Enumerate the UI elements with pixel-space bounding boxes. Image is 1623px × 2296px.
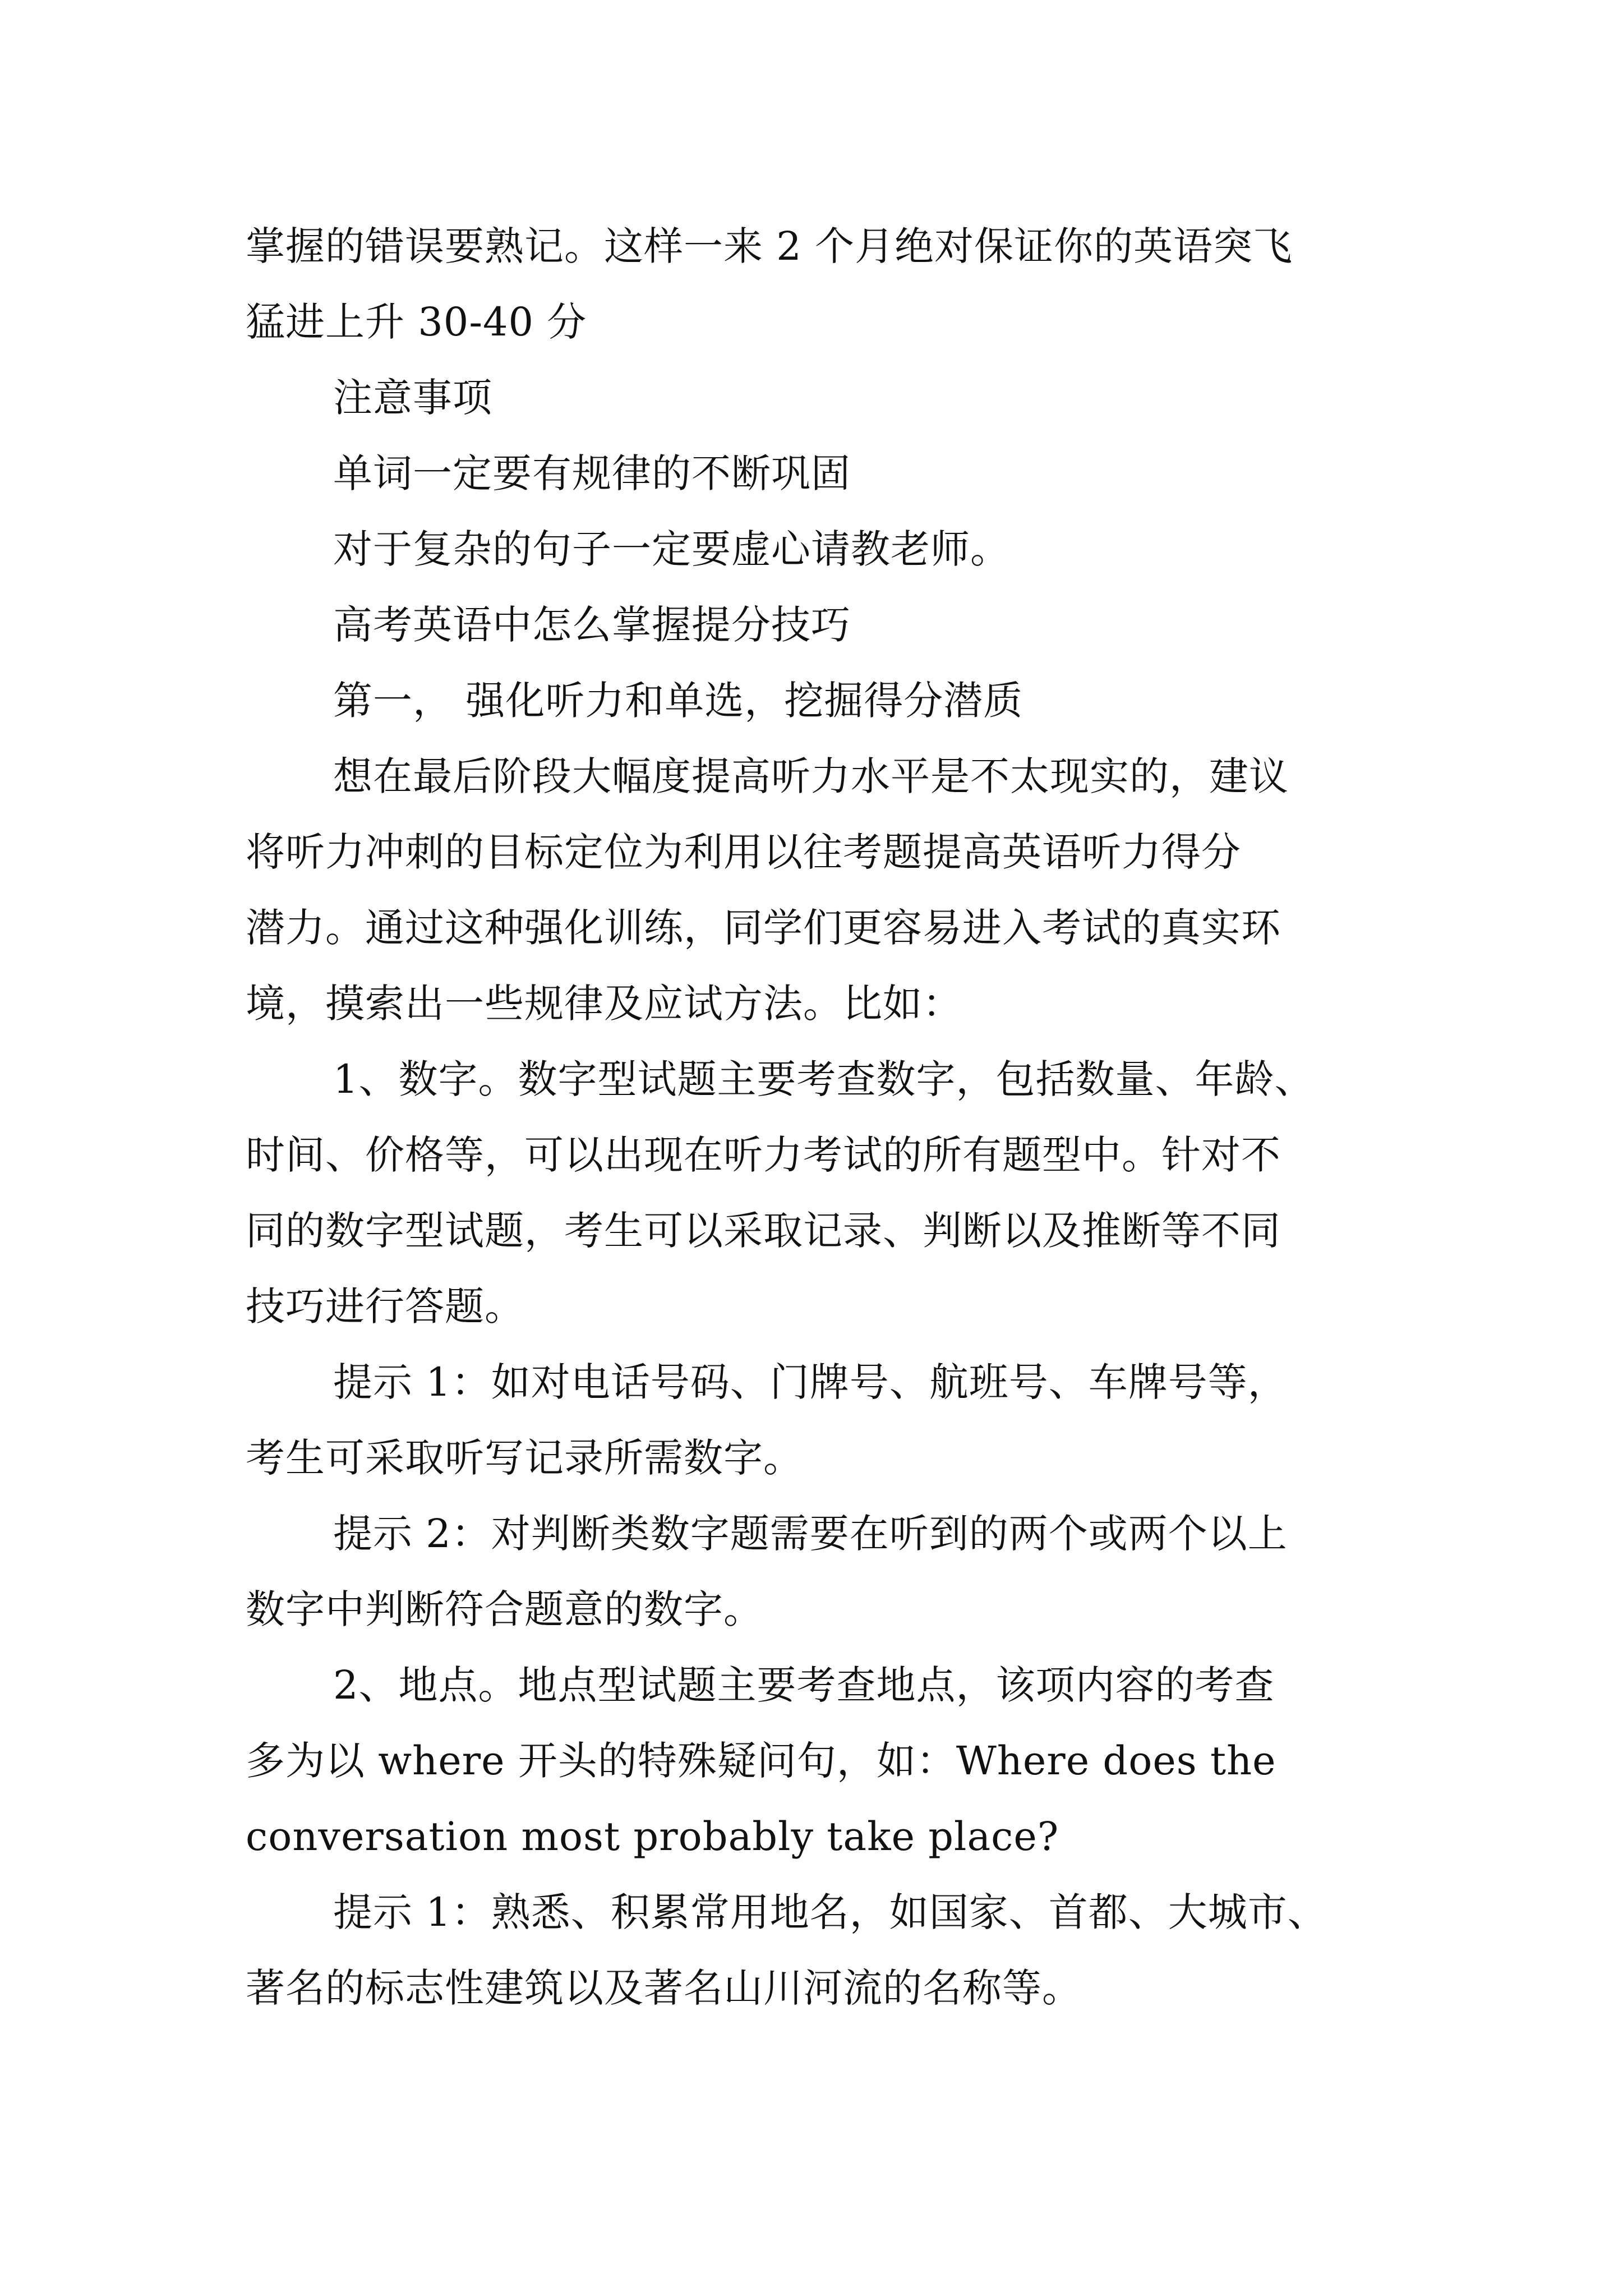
text-line: 数字中判断符合题意的数字。 [246,1586,763,1632]
text-line: 将听力冲刺的目标定位为利用以往考题提高英语听力得分 [246,829,1241,875]
text-line: 境，摸索出一些规律及应试方法。比如： [246,981,962,1027]
text-line: 考生可采取听写记录所需数字。 [246,1435,803,1481]
text-line: 单词一定要有规律的不断巩固 [333,450,851,496]
document-body [246,209,1378,2026]
text-line: 时间、价格等，可以出现在听力考试的所有题型中。针对不 [246,1132,1281,1178]
subsection-heading: 第一， 强化听力和单选，挖掘得分潜质 [333,678,1023,724]
text-line: conversation most probably take place? [246,1814,1059,1860]
text-line: 同的数字型试题，考生可以采取记录、判断以及推断等不同 [246,1208,1281,1254]
text-line: 提示 1：熟悉、积累常用地名，如国家、首都、大城市、 [333,1889,1327,1935]
text-line: 技巧进行答题。 [246,1283,524,1329]
section-heading: 高考英语中怎么掌握提分技巧 [333,602,851,648]
text-line: 2、地点。地点型试题主要考查地点，该项内容的考查 [333,1662,1275,1708]
text-line: 提示 2：对判断类数字题需要在听到的两个或两个以上 [333,1511,1288,1557]
text-line: 1、数字。数字型试题主要考查数字，包括数量、年龄、 [333,1056,1315,1102]
text-line: 多为以 where 开头的特殊疑问句，如：Where does the [246,1738,1276,1784]
section-heading: 注意事项 [333,375,492,421]
text-line: 猛进上升 30-40 分 [246,299,587,345]
text-line: 提示 1：如对电话号码、门牌号、航班号、车牌号等， [333,1359,1288,1405]
text-line: 著名的标志性建筑以及著名山川河流的名称等。 [246,1965,1082,2011]
text-line: 想在最后阶段大幅度提高听力水平是不太现实的，建议 [333,753,1289,799]
text-line: 掌握的错误要熟记。这样一来 2 个月绝对保证你的英语突飞 [246,223,1293,269]
text-line: 潜力。通过这种强化训练，同学们更容易进入考试的真实环 [246,905,1281,951]
text-line: 对于复杂的句子一定要虚心请教老师。 [333,526,1010,572]
